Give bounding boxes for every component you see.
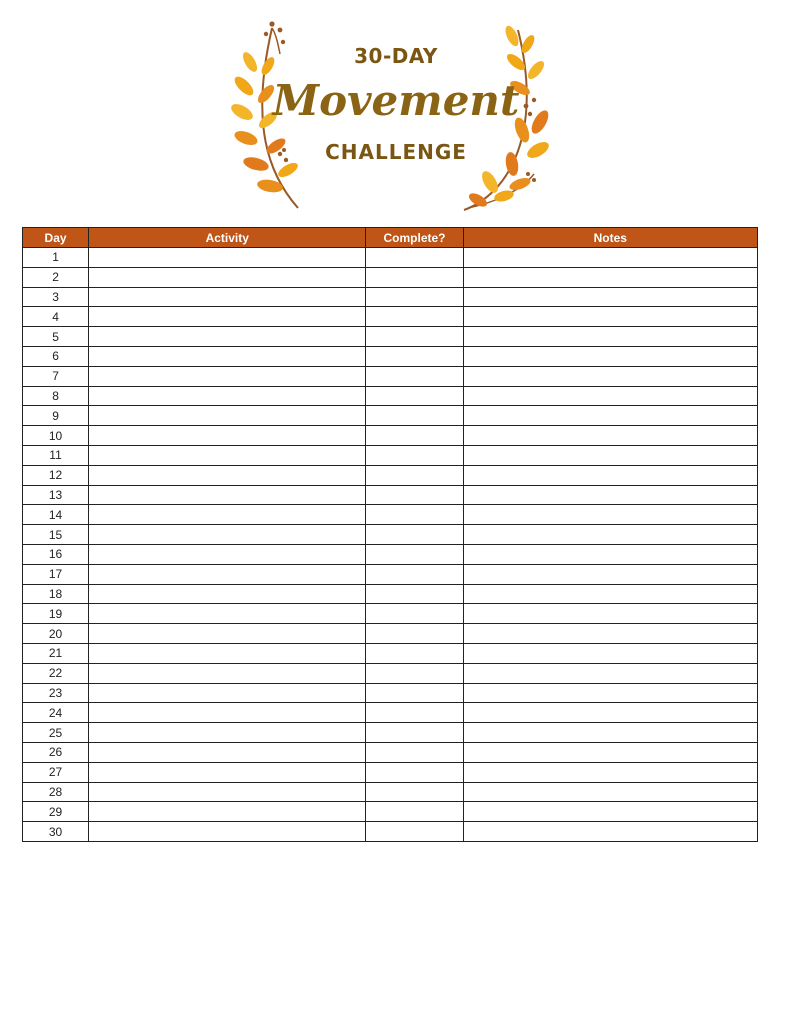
activity-cell[interactable] [89,386,366,406]
column-header-day: Day [23,228,89,248]
complete-cell[interactable] [366,445,463,465]
activity-cell[interactable] [89,287,366,307]
activity-cell[interactable] [89,683,366,703]
complete-cell[interactable] [366,604,463,624]
complete-cell[interactable] [366,762,463,782]
table-row [23,327,758,347]
table-row [23,604,758,624]
title-line-challenge: CHALLENGE [325,140,467,164]
challenge-logo [228,14,564,214]
activity-cell[interactable] [89,624,366,644]
table-row [23,683,758,703]
table-row [23,505,758,525]
day-cell: 6 [23,346,89,366]
column-header-complete: Complete? [366,228,463,248]
activity-cell[interactable] [89,485,366,505]
day-cell: 25 [23,723,89,743]
table-header-row [23,228,758,248]
table-row [23,287,758,307]
notes-cell[interactable] [463,802,757,822]
day-cell: 30 [23,822,89,842]
activity-cell[interactable] [89,248,366,268]
complete-cell[interactable] [366,544,463,564]
title-line-30-day: 30-DAY [354,44,438,68]
table-row [23,742,758,762]
activity-cell[interactable] [89,525,366,545]
title-line-movement: Movement [272,76,520,125]
table-body [23,248,758,842]
table-row [23,544,758,564]
table-row [23,267,758,287]
notes-cell[interactable] [463,822,757,842]
complete-cell[interactable] [366,703,463,723]
day-cell: 18 [23,584,89,604]
table-row [23,386,758,406]
day-cell: 28 [23,782,89,802]
notes-cell[interactable] [463,624,757,644]
complete-cell[interactable] [366,683,463,703]
activity-cell[interactable] [89,762,366,782]
notes-cell[interactable] [463,505,757,525]
activity-cell[interactable] [89,604,366,624]
day-cell: 1 [23,248,89,268]
table-row [23,802,758,822]
table-row [23,564,758,584]
complete-cell[interactable] [366,723,463,743]
table-row [23,346,758,366]
table-row [23,723,758,743]
day-cell: 3 [23,287,89,307]
activity-cell[interactable] [89,782,366,802]
table-row [23,584,758,604]
activity-cell[interactable] [89,742,366,762]
complete-cell[interactable] [366,564,463,584]
activity-cell[interactable] [89,564,366,584]
complete-cell[interactable] [366,406,463,426]
table-row [23,643,758,663]
activity-cell[interactable] [89,465,366,485]
table-row [23,248,758,268]
day-cell: 26 [23,742,89,762]
complete-cell[interactable] [366,584,463,604]
day-cell: 27 [23,762,89,782]
table-row [23,525,758,545]
table-row [23,445,758,465]
day-cell: 14 [23,505,89,525]
activity-cell[interactable] [89,267,366,287]
activity-cell[interactable] [89,426,366,446]
notes-cell[interactable] [463,426,757,446]
table-row [23,663,758,683]
day-cell: 21 [23,643,89,663]
activity-cell[interactable] [89,366,366,386]
day-cell: 13 [23,485,89,505]
day-cell: 15 [23,525,89,545]
complete-cell[interactable] [366,248,463,268]
day-cell: 2 [23,267,89,287]
table-row [23,624,758,644]
notes-cell[interactable] [463,406,757,426]
day-cell: 12 [23,465,89,485]
complete-cell[interactable] [366,525,463,545]
activity-cell[interactable] [89,327,366,347]
day-cell: 19 [23,604,89,624]
table-row [23,822,758,842]
day-cell: 29 [23,802,89,822]
day-cell: 17 [23,564,89,584]
complete-cell[interactable] [366,485,463,505]
notes-cell[interactable] [463,346,757,366]
notes-cell[interactable] [463,742,757,762]
complete-cell[interactable] [366,782,463,802]
activity-cell[interactable] [89,703,366,723]
day-cell: 7 [23,366,89,386]
activity-cell[interactable] [89,663,366,683]
complete-cell[interactable] [366,267,463,287]
notes-cell[interactable] [463,287,757,307]
notes-cell[interactable] [463,663,757,683]
table-row [23,782,758,802]
complete-cell[interactable] [366,505,463,525]
complete-cell[interactable] [366,287,463,307]
day-cell: 9 [23,406,89,426]
table-row [23,406,758,426]
activity-cell[interactable] [89,822,366,842]
complete-cell[interactable] [366,624,463,644]
notes-cell[interactable] [463,643,757,663]
activity-cell[interactable] [89,346,366,366]
complete-cell[interactable] [366,643,463,663]
activity-cell[interactable] [89,802,366,822]
day-cell: 24 [23,703,89,723]
complete-cell[interactable] [366,426,463,446]
notes-cell[interactable] [463,525,757,545]
column-header-notes: Notes [463,228,757,248]
activity-cell[interactable] [89,406,366,426]
notes-cell[interactable] [463,485,757,505]
notes-cell[interactable] [463,723,757,743]
activity-cell[interactable] [89,584,366,604]
day-cell: 4 [23,307,89,327]
notes-cell[interactable] [463,465,757,485]
complete-cell[interactable] [366,346,463,366]
activity-cell[interactable] [89,723,366,743]
activity-cell[interactable] [89,307,366,327]
table-row [23,426,758,446]
day-cell: 20 [23,624,89,644]
notes-cell[interactable] [463,307,757,327]
notes-cell[interactable] [463,267,757,287]
notes-cell[interactable] [463,386,757,406]
day-cell: 11 [23,445,89,465]
notes-cell[interactable] [463,564,757,584]
column-header-activity: Activity [89,228,366,248]
notes-cell[interactable] [463,703,757,723]
notes-cell[interactable] [463,762,757,782]
day-cell: 22 [23,663,89,683]
notes-cell[interactable] [463,782,757,802]
complete-cell[interactable] [366,802,463,822]
table-row [23,762,758,782]
day-cell: 23 [23,683,89,703]
notes-cell[interactable] [463,445,757,465]
notes-cell[interactable] [463,248,757,268]
notes-cell[interactable] [463,683,757,703]
table-row [23,485,758,505]
notes-cell[interactable] [463,584,757,604]
complete-cell[interactable] [366,742,463,762]
table-row [23,307,758,327]
complete-cell[interactable] [366,327,463,347]
day-cell: 16 [23,544,89,564]
complete-cell[interactable] [366,307,463,327]
table-row [23,366,758,386]
notes-cell[interactable] [463,544,757,564]
complete-cell[interactable] [366,663,463,683]
day-cell: 8 [23,386,89,406]
complete-cell[interactable] [366,366,463,386]
activity-cell[interactable] [89,643,366,663]
activity-cell[interactable] [89,445,366,465]
notes-cell[interactable] [463,327,757,347]
table-row [23,703,758,723]
notes-cell[interactable] [463,604,757,624]
complete-cell[interactable] [366,465,463,485]
complete-cell[interactable] [366,822,463,842]
complete-cell[interactable] [366,386,463,406]
day-cell: 5 [23,327,89,347]
activity-cell[interactable] [89,505,366,525]
table-row [23,465,758,485]
challenge-tracker-table [22,227,758,842]
notes-cell[interactable] [463,366,757,386]
day-cell: 10 [23,426,89,446]
activity-cell[interactable] [89,544,366,564]
